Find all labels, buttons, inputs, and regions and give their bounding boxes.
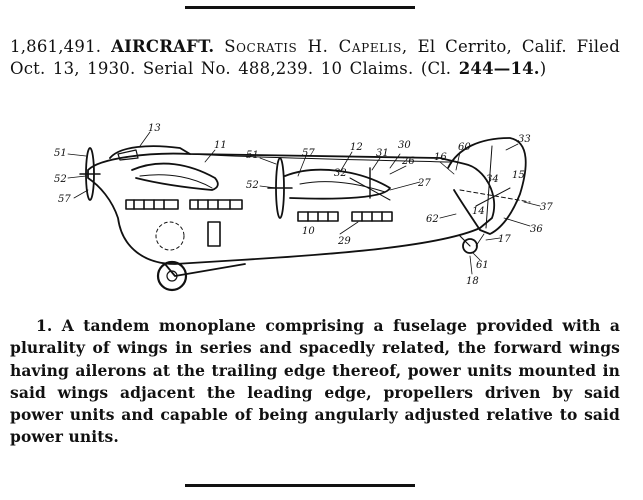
inventor-location: El Cerrito, Calif.: [417, 37, 567, 56]
label-27: 27: [418, 178, 431, 189]
label-60: 60: [458, 142, 471, 153]
bottom-rule: [185, 484, 415, 487]
patent-header: [10, 36, 620, 80]
label-36: 36: [530, 224, 543, 235]
label-32: 32: [334, 168, 347, 179]
label-29: 29: [338, 236, 351, 247]
filing-date: Filed Oct. 13, 1930.: [10, 37, 620, 78]
label-31: 31: [376, 148, 389, 159]
patent-title: AIRCRAFT.: [111, 37, 215, 56]
patent-number: 1,861,491.: [10, 37, 102, 56]
label-57b: 57: [302, 148, 315, 159]
label-52b: 52: [246, 180, 259, 191]
label-57a: 57: [58, 194, 71, 205]
aircraft-drawing: [40, 118, 600, 298]
label-62: 62: [426, 214, 439, 225]
claim-text: [10, 315, 620, 449]
label-17: 17: [498, 234, 511, 245]
label-26: 26: [402, 156, 415, 167]
label-51b: 51: [246, 150, 259, 161]
label-13: 13: [148, 123, 161, 134]
label-14: 14: [472, 206, 485, 217]
label-16: 16: [434, 152, 447, 163]
label-34: 34: [486, 174, 499, 185]
label-33: 33: [518, 134, 531, 145]
claim-1: 1. A tandem monoplane comprising a fuselage provided with a plurality of wings in series and spacedly related, the forward wings having ailerons at the trailing edge thereof, power units mounted in said wings adjacent the leading edge, propellers driven by said power units and capable of being angularly adjusted relative to said power units.: [10, 316, 620, 447]
label-12: 12: [350, 142, 363, 153]
label-15: 15: [512, 170, 525, 181]
label-37: 37: [540, 202, 553, 213]
label-18: 18: [466, 276, 479, 287]
label-51a: 51: [54, 148, 67, 159]
serial-number: Serial No. 488,239.: [142, 59, 314, 78]
label-61: 61: [476, 260, 489, 271]
label-11: 11: [214, 140, 227, 151]
label-52a: 52: [54, 174, 67, 185]
inventor-name: Socratis H. Capelis,: [224, 37, 408, 56]
label-30: 30: [398, 140, 411, 151]
label-10: 10: [302, 226, 315, 237]
classification: (Cl. 244—14.): [420, 59, 547, 78]
claims-count: 10 Claims.: [320, 59, 414, 78]
top-rule: [185, 6, 415, 9]
